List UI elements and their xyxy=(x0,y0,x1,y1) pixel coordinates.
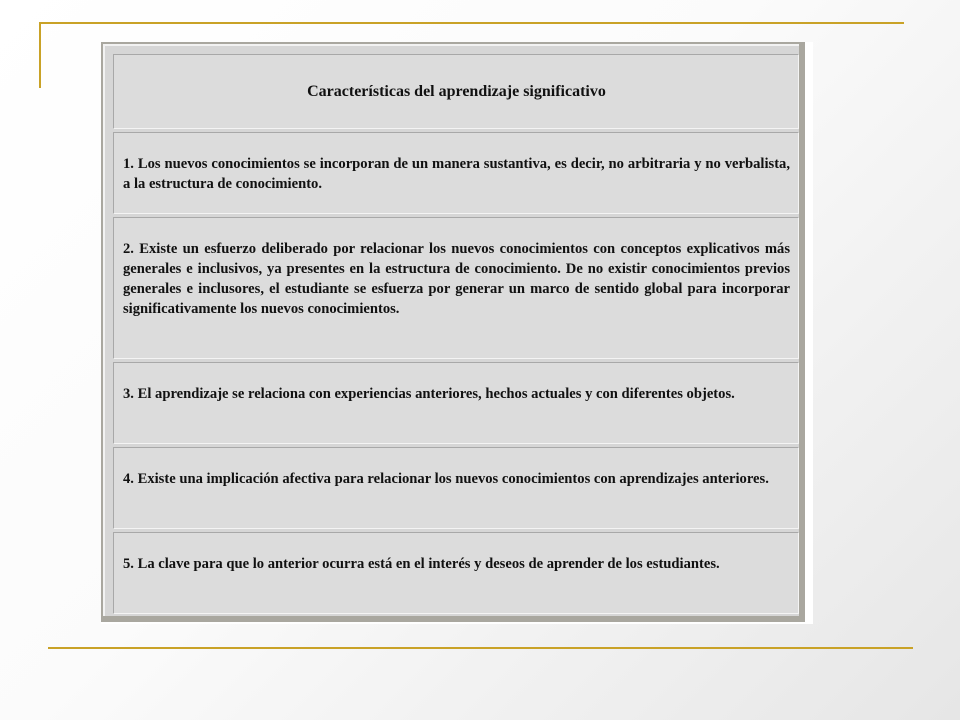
characteristic-item-4: 4. Existe una implicación afectiva para relacionar los nuevos conocimientos con aprendizajes anteriores. xyxy=(113,447,799,529)
bottom-accent-line xyxy=(48,647,913,649)
table-title: Características del aprendizaje significativo xyxy=(113,54,799,129)
characteristic-item-3: 3. El aprendizaje se relaciona con experiencias anteriores, hechos actuales y con diferentes objetos. xyxy=(113,362,799,444)
characteristic-item-1: 1. Los nuevos conocimientos se incorporan de un manera sustantiva, es decir, no arbitraria y no verbalista, a la estructura de conocimiento. xyxy=(113,132,799,214)
characteristics-table xyxy=(103,44,799,616)
characteristic-item-2: 2. Existe un esfuerzo deliberado por relacionar los nuevos conocimientos con conceptos explicativos más generales e inclusivos, ya presentes en la estructura de conocimiento. De no existir conocimientos previos generales e inclusores, el estudiante se esfuerza por generar un marco de sentido global para incorporar significativamente los nuevos conocimientos. xyxy=(113,217,799,359)
left-accent-line xyxy=(39,22,41,88)
characteristic-item-5: 5. La clave para que lo anterior ocurra está en el interés y deseos de aprender de los estudiantes. xyxy=(113,532,799,614)
table-shadow xyxy=(101,42,805,622)
characteristics-table-image xyxy=(101,42,813,624)
top-accent-line xyxy=(39,22,904,24)
